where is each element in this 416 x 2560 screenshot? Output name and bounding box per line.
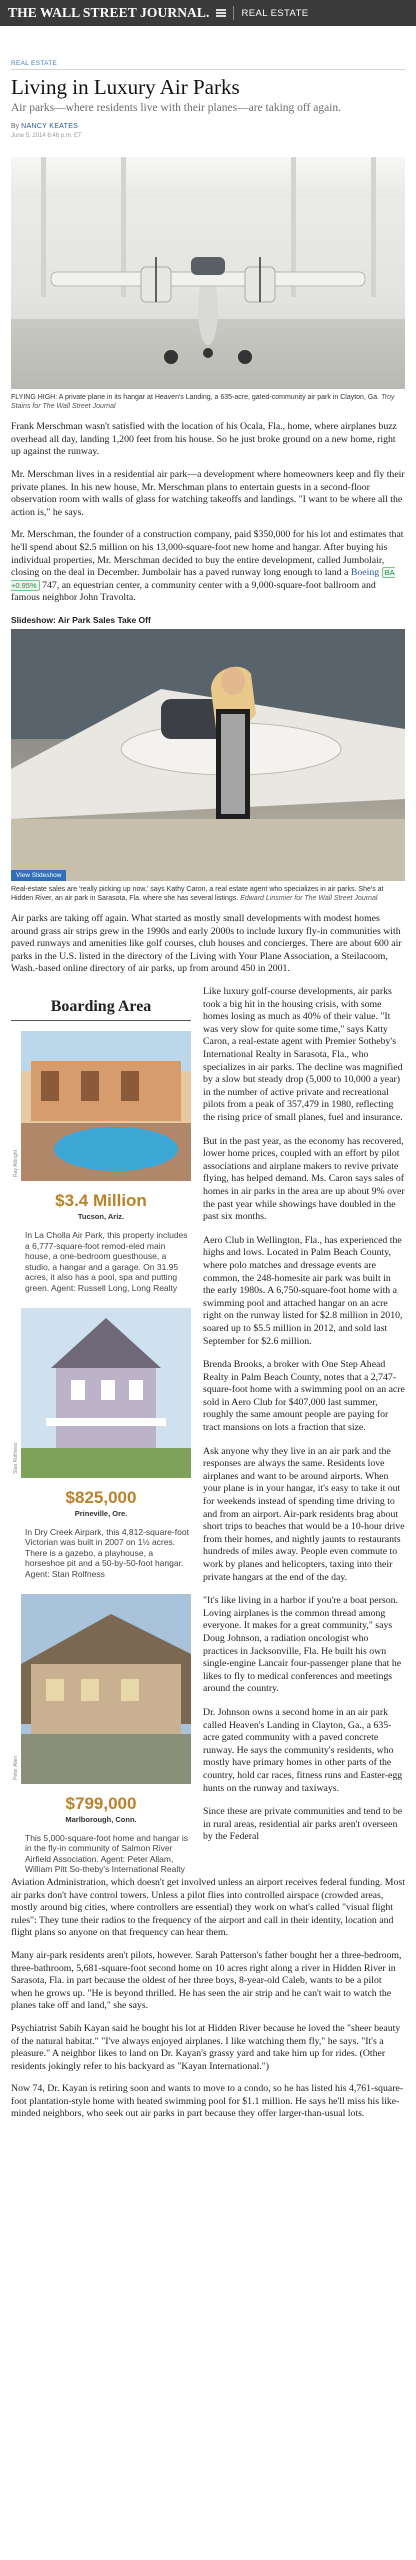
boarding-area-sidebar [11, 986, 191, 1875]
paragraph: But in the past year, as the economy has recovered, lower home prices, coupled with an effort by pilot associations and airplane makers to revive private flying, has helped demand. Ms. Caron says sales of homes in air parks in the area are up about 9% over the past year while showings have doubled in the past six months. [203, 1135, 405, 1223]
hero-caption [11, 394, 405, 411]
slideshow-photo-credit: Edward Linsmier for The Wall Street Journal [240, 894, 378, 902]
site-logo[interactable]: THE WALL STREET JOURNAL. [8, 5, 210, 20]
byline [11, 123, 405, 130]
slideshow-caption [11, 886, 405, 903]
listing-photo-credit: Peter Allen [13, 1755, 19, 1780]
paragraph: Ask anyone why they live in an air park and the responses are always the same. Residents love airplanes and want to be around airports. When your plane is in your hangar, it's easy to take it out for weekends instead of spending time driving to and from an airport. Air-park residents brag about short trips to beaches that would be a 10-hour drive from their homes, and nightly jaunts to restaurants hundreds of miles away. People even commute to work by planes and helicopters, taxing into their private hangars at the end of the day. [203, 1445, 405, 1583]
hero-photo-plane-in-hangar [11, 157, 405, 389]
article-kicker[interactable]: REAL ESTATE [11, 60, 58, 67]
hamburger-menu-icon[interactable] [216, 9, 226, 17]
listing-location: Marlborough, Conn. [65, 1814, 137, 1824]
paragraph: Dr. Johnson owns a second home in an air park called Heaven's Landing in Clayton, Ga., a 635-acre gated community with a paved concrete runway. He says the community's residents, who mostly have primary homes in other parts of the country, hold car races, fitness runs and Easter-egg hunts on the runway and taxiways. [203, 1706, 403, 1794]
article-title: Living in Luxury Air Parks [11, 75, 240, 99]
listing-description: In La Cholla Air Park, this property includes a 6,777-square-foot remod-eled main house, a one-bedroom guesthouse, a studio, a hangar and a garage. On 31.95 acres, it also has a pool, spa and putting green. Agent: Russell Long, Long Realty [25, 1230, 188, 1294]
slideshow-photo-agent-with-plane[interactable] [11, 629, 405, 881]
listing-price: $3.4 Million [55, 1191, 147, 1211]
paragraph [11, 529, 405, 605]
publish-date: June 5, 2014 6:46 p.m. ET [11, 133, 82, 139]
divider [233, 6, 234, 20]
article [0, 60, 416, 2121]
marlborough-house-illustration [21, 1594, 191, 1784]
hero-caption-text: FLYING HIGH: A private plane in its hangar at Heaven's Landing, a 635-acre, gated-community air park in Clayton, Ga. [11, 394, 380, 401]
paragraph: "It's like living in a harbor if you're a boat person. Loving airplanes is the common thread among everyone. It makes for a great community," says Doug Johnson, a radiation oncologist who practices in Jacksonville, Fla. He built his own single-engine Lancair four-passenger plane that he likes to fly to medical conferences and meetings around the country. [203, 1595, 402, 1695]
paragraph: Aviation Administration, which doesn't get involved unless an airport receives federal funding. Most air parks don't have control towers. Unless a pilot flies into controlled airspace (crowded areas, mostly around big cities, where controllers are essential) they work on what's called "visual flight rules": They tune their radios to the frequency of the airport and call in their identity, location and flight plans so anyone on that frequency can hear them. [11, 1876, 405, 1939]
listing-photo-prineville-victorian [13, 1308, 191, 1478]
paragraph: Now 74, Dr. Kayan is retiring soon and wants to move to a condo, so he has listed his 4,761-square-foot plantation-style home with heated swimming pool for $1.1 million. He says he'll miss his like-minded neighbors, who seek out air parks in part because they offer larger-than-usual lots. [11, 2083, 404, 2120]
view-slideshow-button[interactable]: View Slideshow [11, 870, 66, 881]
listing-location: Prineville, Ore. [74, 1508, 128, 1518]
paragraph-text: Mr. Merschman, the founder of a construction company, paid $350,000 for his lot and estimates that he'll spend about $2.5 million on his 13,000-square-foot new home and hangar. After buying his individual properties, Mr. Merschman decided to buy the entire development, called Jumbolair, closing on the deal in December. Jumbolair has a paved runway long enough to land a [11, 529, 404, 579]
hero-photo-credit: Troy Stains for The Wall Street Journal [11, 394, 395, 410]
company-link-boeing[interactable]: Boeing [350, 567, 380, 579]
tucson-house-illustration [21, 1031, 191, 1181]
sidebar-title: Boarding Area [50, 998, 152, 1016]
paragraph-text: 747, an equestrian center, a community center with a 9,000-square-foot ballroom and famous neighbor John Travolta. [11, 579, 376, 604]
article-dek: Air parks—where residents live with their planes—are taking off again. [11, 102, 341, 114]
slideshow-caption-text: Real-estate sales are 'really picking up now,' says Kathy Caron, a real estate agent who specializes in air parks. She's at Hidden River, an air park in Sarasota, Fla. where she has several listings. [11, 885, 384, 902]
section-link-real-estate[interactable]: REAL ESTATE [241, 7, 309, 19]
listing-photo-credit: Stan Rolfness [13, 1442, 19, 1474]
byline-prefix: By [11, 123, 20, 130]
paragraph: Like luxury golf-course developments, air parks took a big hit in the housing crisis, with some homes losing as much as 40% of their value. "It was very slow for quite some time," says Katty Caron, a real-estate agent with Premier Sotheby's International Realty in Sarasota, Fla., who specializes in air parks. The decline was magnified by a slow but steady drop (5,000 to 10,000 a year) in the number of active private and recreational pilots from a peak of 357,479 in 1980, reflecting the rising price of small planes, fuel and insurance. [203, 986, 403, 1123]
prineville-house-illustration [21, 1308, 191, 1478]
author-link[interactable]: NANCY KEATES [21, 123, 79, 130]
paragraph: Since these are private communities and tend to be in rural areas, residential air parks aren't overseen by the Federal [203, 1806, 403, 1843]
listing-description: In Dry Creek Airpark, this 4,812-square-foot Victorian was built in 2007 on 1½ acres. There is a gazebo, a playhouse, a horseshoe pit and a 50-by-50-foot hangar. Agent: Stan Rolfness [25, 1526, 189, 1579]
listing-photo-marlborough-home [13, 1594, 191, 1784]
stock-ticker-badge[interactable]: BA +0.95% [11, 568, 395, 590]
slideshow-heading[interactable]: Slideshow: Air Park Sales Take Off [11, 614, 151, 625]
listing-location: Tucson, Ariz. [77, 1212, 125, 1222]
airplane-illustration [11, 157, 405, 389]
paragraph: Air parks are taking off again. What started as mostly small developments with modest homes around grass air strips grew in the 1990s and early 2000s to include luxury fly-in communities with paved runways and amenities like golf courses, club houses and concierges. There are about 600 air parks in the U.S. listed in the directory of the Living with Your Plane Association, a Steilacoom, Wash.-based online directory of air parks, up from around 450 in 2001. [11, 913, 402, 975]
paragraph: Mr. Merschman lives in a residential air park—a development where homeowners keep and fly their private planes. In his new house, Mr. Merschman plans to entertain guests in a second-floor observation room with walls of glass for watching takeoffs and landings. "I want to be where all the action is," he says. [11, 468, 405, 518]
listing-photo-credit: Ray Albright [13, 1150, 19, 1178]
divider [11, 69, 405, 70]
paragraph: Aero Club in Wellington, Fla., has experienced the highs and lows. Located in Palm Beach County, where polo matches and dressage events are common, the 248-homesite air park was built in the early 1980s. A 6,750-square-foot home with a swimming pool and attached hangar on an acre right on the runway listed for $2.8 million in 2010, soared up to $5.5 million in 2012, and sold last September for $2.6 million. [203, 1234, 403, 1347]
slideshow-illustration [11, 629, 405, 881]
paragraph: Many air-park residents aren't pilots, however. Sarah Patterson's father bought her a three-bedroom, three-bathroom, 5,681-square-foot second home on 10 acres right along a river in Hidden River in Sarasota, Fla. in part because the oldest of her three boys, 8-year-old Caleb, wants to be a pilot when he grows up. "He is beyond thrilled. He has seen the air strip and he can't wait to watch the planes take off and land," she says. [11, 1949, 402, 2012]
listing-photo-tucson-pool [13, 1031, 191, 1181]
top-bar [0, 0, 416, 26]
paragraph: Psychiatrist Sabih Kayan said he bought his lot at Hidden River because he loved the "sheer beauty of the natural habitat." "I've always enjoyed airplanes. I like watching them fly," he says. "It's a pleasure." A neighbor likes to land on Dr. Kayan's grassy yard and take him up for rides. (Other residents jokingly refer to his backyard as "Kayan International.") [11, 2022, 401, 2072]
main-column [191, 986, 405, 1875]
divider [11, 1020, 191, 1021]
listing-description: This 5,000-square-foot home and hangar is in the fly-in community of Salmon River Airfield Association. Agent: Peter Allam, William Pitt So-theby's International Realty [25, 1832, 189, 1875]
listing-price: $825,000 [65, 1487, 137, 1507]
paragraph: Frank Merschman wasn't satisfied with the location of his Ocala, Fla., home, where airplanes buzz overhead all day, landing 1,200 feet from his house. So he just broke ground on a new home, right up against the runway. [11, 421, 397, 458]
two-column-section [11, 986, 405, 1875]
listing-price: $799,000 [65, 1793, 137, 1813]
paragraph: Brenda Brooks, a broker with One Step Ahead Realty in Palm Beach County, notes that a 2,747-square-foot home with a swimming pool on an acre sold in Aero Club for $407,000 last summer, roughly the same amount people are paying for tract mansions on lots a fraction that size. [203, 1359, 405, 1434]
